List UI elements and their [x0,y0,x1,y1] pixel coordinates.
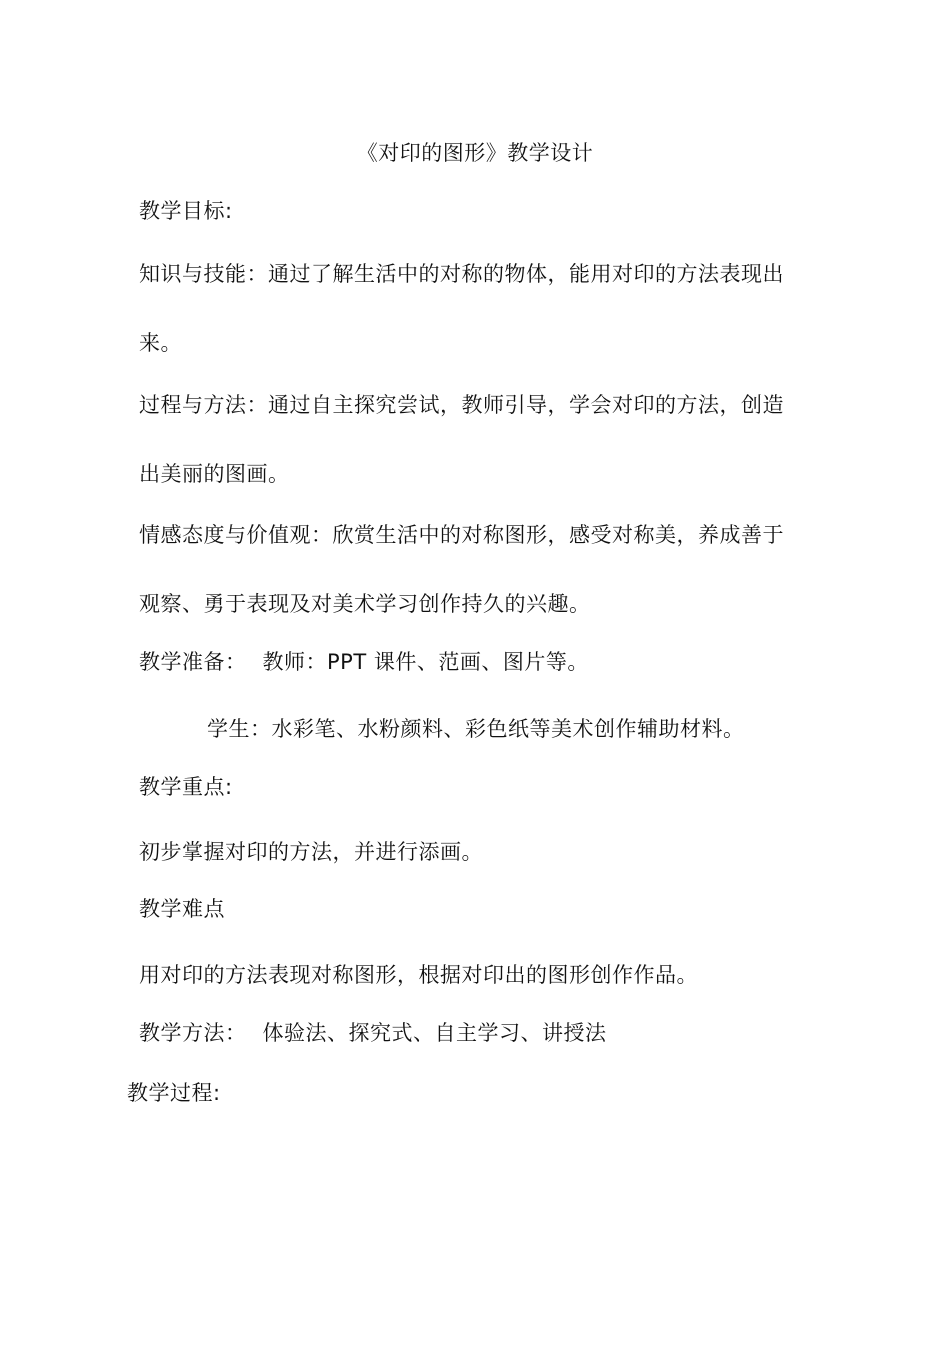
teaching-methods-line [139,1019,607,1047]
emotion-values-line-1: 情感态度与价值观：欣赏生活中的对称图形，感受对称美，养成善于 [139,523,784,547]
methods-text: 体验法、探究式、自主学习、讲授法 [262,1021,607,1045]
difficulty-heading: 教学难点 [139,897,225,921]
knowledge-skills-line-1: 知识与技能：通过了解生活中的对称的物体，能用对印的方法表现出 [139,262,784,286]
prep-label: 教学准备： [139,650,247,674]
document-title: 《对印的图形》教学设计 [356,141,594,165]
methods-label: 教学方法： [139,1021,247,1045]
key-points-text: 初步掌握对印的方法，并进行添画。 [139,840,483,864]
knowledge-skills-line-2: 来。 [139,331,182,355]
difficulty-text: 用对印的方法表现对称图形，根据对印出的图形创作作品。 [139,963,698,987]
teaching-prep-line [139,648,589,676]
prep-teacher-items: PPT 课件、范画、图片等。 [327,650,589,674]
prep-student-line: 学生：水彩笔、水粉颜料、彩色纸等美术创作辅助材料。 [207,717,745,741]
process-method-line-2: 出美丽的图画。 [139,462,290,486]
teaching-process-heading: 教学过程: [127,1081,221,1105]
objectives-heading: 教学目标: [139,199,233,223]
emotion-values-line-2: 观察、勇于表现及对美术学习创作持久的兴趣。 [139,592,591,616]
process-method-line-1: 过程与方法：通过自主探究尝试，教师引导，学会对印的方法，创造 [139,393,784,417]
prep-teacher-label: 教师： [262,650,327,674]
key-points-heading: 教学重点: [139,775,233,799]
